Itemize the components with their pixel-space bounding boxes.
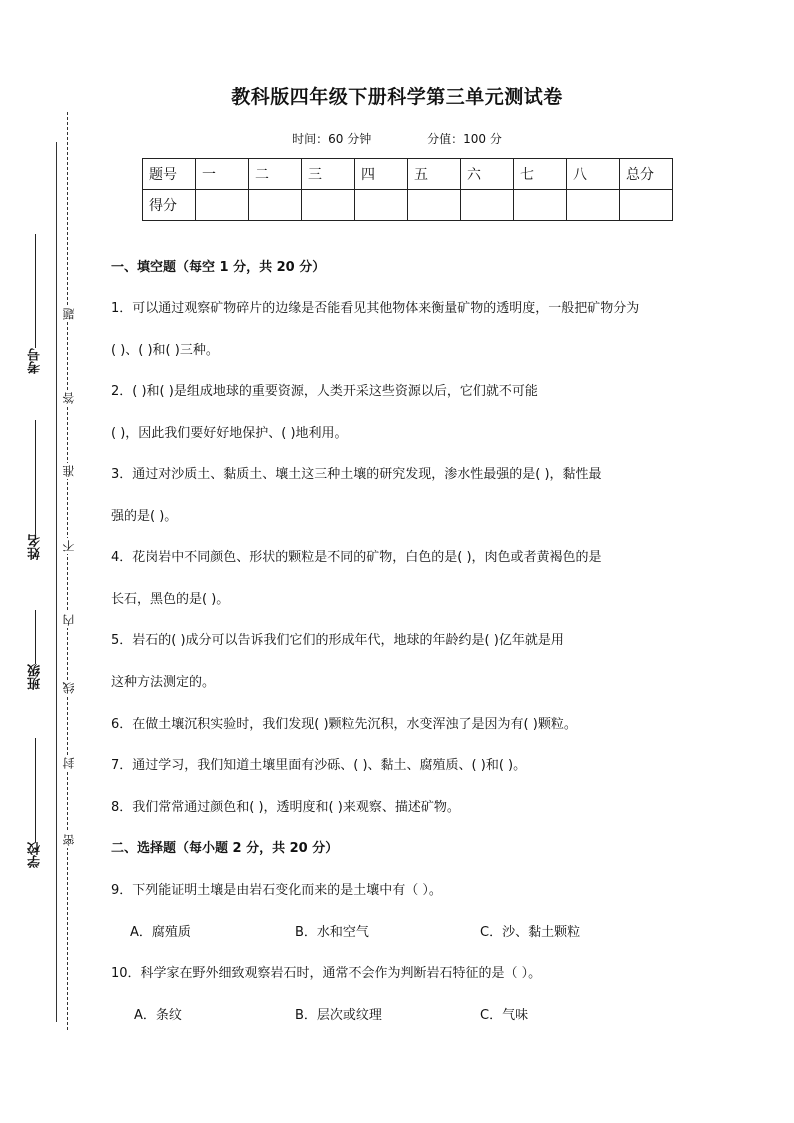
question-10-stem: 10．科学家在野外细致观察岩石时，通常不会作为判断岩石特征的是（ ）。 — [111, 966, 542, 981]
exam-number-underline — [35, 234, 36, 348]
score-table-header-cell: 八 — [567, 159, 620, 190]
school-field[interactable] — [24, 738, 46, 868]
score-table-header-cell: 总分 — [620, 159, 673, 190]
score-table-header-cell: 二 — [249, 159, 302, 190]
score-cell[interactable] — [196, 190, 249, 221]
score-table-header-cell: 六 — [461, 159, 514, 190]
question-line: 3．通过对沙质土、黏质土、壤土这三种土壤的研究发现，渗水性最强的是( )，黏性最 — [111, 467, 602, 482]
question-line: 1．可以通过观察矿物碎片的边缘是否能看见其他物体来衡量矿物的透明度，一般把矿物分为 — [111, 301, 640, 316]
score-table-header-cell: 三 — [302, 159, 355, 190]
seal-char: 题 — [62, 308, 76, 320]
page-title: 教科版四年级下册科学第三单元测试卷 — [231, 86, 563, 108]
question-10-option-c[interactable]: C．气味 — [480, 1008, 529, 1023]
question-9-option-a[interactable]: A．腐殖质 — [130, 925, 191, 940]
score-cell[interactable] — [514, 190, 567, 221]
seal-char: 线 — [62, 682, 76, 694]
score-cell[interactable] — [355, 190, 408, 221]
question-line: ( )，因此我们要好好地保护、( )地利用。 — [111, 426, 348, 441]
score-table-header-cell: 题号 — [143, 159, 196, 190]
question-line: 这种方法测定的。 — [111, 675, 216, 690]
question-line: 长石，黑色的是( )。 — [111, 592, 230, 607]
margin-solid-line — [56, 142, 57, 1022]
exam-number-field[interactable] — [24, 234, 46, 374]
question-line: 4．花岗岩中不同颜色、形状的颗粒是不同的矿物，白色的是( )，肉色或者黄褐色的是 — [111, 550, 602, 565]
question-line: 8．我们常常通过颜色和( )，透明度和( )来观察、描述矿物。 — [111, 800, 460, 815]
question-line: ( )、( )和( )三种。 — [111, 343, 219, 358]
school-label: 学校 — [27, 842, 43, 868]
exam-number-label: 考号 — [27, 348, 43, 374]
name-field[interactable] — [24, 420, 46, 560]
seal-char: 不 — [62, 540, 76, 552]
score-table-header-cell: 一 — [196, 159, 249, 190]
name-underline — [35, 420, 36, 534]
score-cell[interactable] — [567, 190, 620, 221]
class-underline — [35, 610, 36, 664]
score-cell[interactable] — [408, 190, 461, 221]
score-table-header-cell: 五 — [408, 159, 461, 190]
seal-char: 准 — [62, 465, 76, 477]
seal-char: 封 — [62, 757, 76, 769]
question-10-option-a[interactable]: A．条纹 — [134, 1008, 182, 1023]
time-limit: 时间：60 分钟 — [292, 132, 372, 146]
question-line: 强的是( )。 — [111, 509, 178, 524]
seal-dashed-line — [67, 112, 68, 1030]
score-table — [142, 158, 673, 221]
question-9-stem: 9．下列能证明土壤是由岩石变化而来的是土壤中有（ ）。 — [111, 883, 442, 898]
question-9-option-b[interactable]: B．水和空气 — [295, 925, 369, 940]
question-line: 7．通过学习，我们知道土壤里面有沙砾、( )、黏土、腐殖质、( )和( )。 — [111, 758, 527, 773]
class-label: 班级 — [27, 664, 43, 690]
question-line: 6．在做土壤沉积实验时，我们发现( )颗粒先沉积，水变浑浊了是因为有( )颗粒。 — [111, 717, 577, 732]
section-heading-multiple-choice: 二、选择题（每小题 2 分，共 20 分） — [111, 841, 339, 856]
score-cell[interactable] — [461, 190, 514, 221]
section-heading-fill-in: 一、填空题（每空 1 分，共 20 分） — [111, 260, 326, 275]
name-label: 姓名 — [27, 534, 43, 560]
score-row-label: 得分 — [143, 190, 196, 221]
seal-char: 密 — [62, 834, 76, 846]
score-cell[interactable] — [249, 190, 302, 221]
exam-meta — [0, 130, 794, 147]
school-underline — [35, 738, 36, 842]
class-field[interactable] — [24, 610, 46, 690]
score-cell[interactable] — [620, 190, 673, 221]
seal-char: 答 — [62, 392, 76, 404]
question-10-option-b[interactable]: B．层次或纹理 — [295, 1008, 382, 1023]
score-cell[interactable] — [302, 190, 355, 221]
score-table-header-row — [143, 159, 673, 190]
question-line: 5．岩石的( )成分可以告诉我们它们的形成年代，地球的年龄约是( )亿年就是用 — [111, 633, 564, 648]
total-score: 分值：100 分 — [427, 132, 502, 146]
question-9-option-c[interactable]: C．沙、黏土颗粒 — [480, 925, 581, 940]
score-table-score-row — [143, 190, 673, 221]
seal-char: 内 — [62, 614, 76, 626]
score-table-header-cell: 七 — [514, 159, 567, 190]
question-line: 2．( )和( )是组成地球的重要资源，人类开采这些资源以后，它们就不可能 — [111, 384, 538, 399]
score-table-header-cell: 四 — [355, 159, 408, 190]
